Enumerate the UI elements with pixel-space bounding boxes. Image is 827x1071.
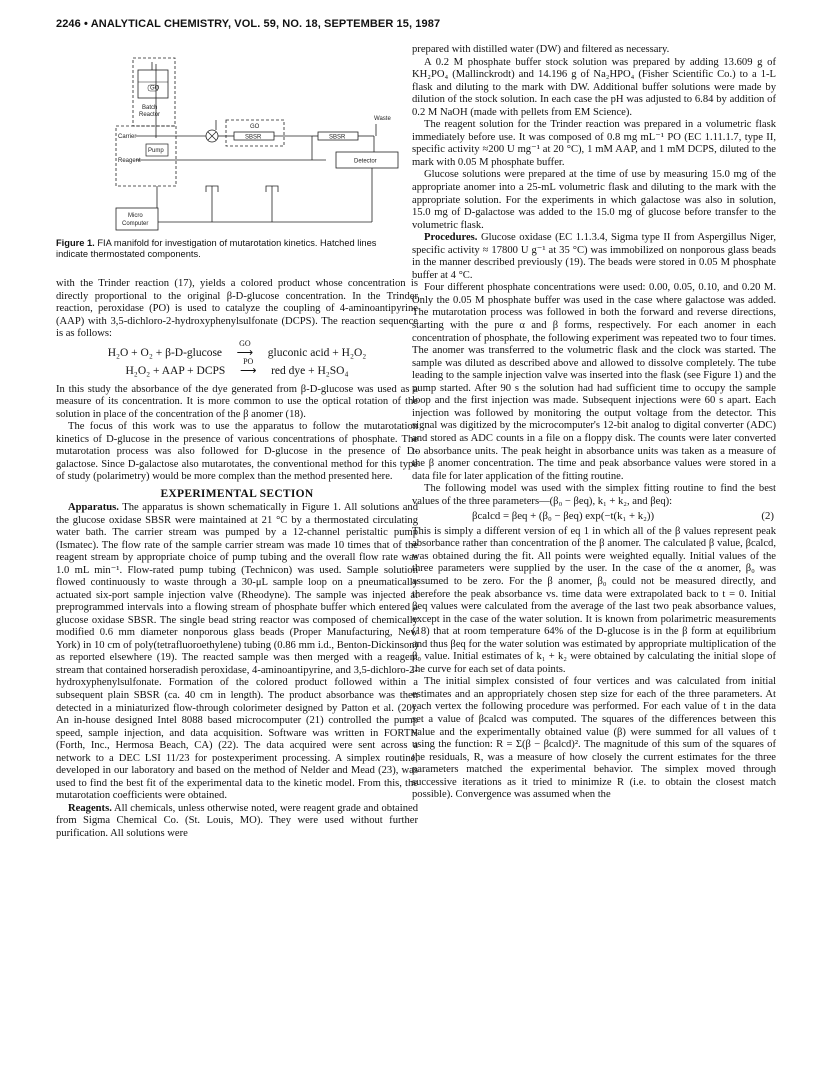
eq2-products: red dye + H₂SO₄ [271,365,349,378]
pump-label: Pump [148,148,164,154]
reagents-runin: Reagents. [68,802,112,814]
right-para-4: Glucose solutions were prepared at the time of use by measuring 15.0 mg of the appropriate anomer into a 25-mL volumetric flask and diluting to the mark with the appropriate solution. For the experiments in which galactose was also in solution, 15.0 mg of D-galactose was added to the 15.0 mg of glucose before transfer to the volumetric flask. [412,169,776,231]
computer-label: Computer [122,221,149,227]
reactor-label: Reactor [139,112,161,118]
apparatus-text: The apparatus is shown schematically in Figure 1. All solutions and the glucose oxidase SBSR were maintained at 21 °C by a thermostated circulating water bath. The carrier stream was pumped by a 12-channel peristaltic pump (Ismatec). The flow rate of the sample carrier stream was made 10 times that of the reagent stream by appropriate choice of pump tubing and the overall flow rate was 1.0 mL min⁻¹. Flow-rated pump tubing (Technicon) was used. Sample solution flowed continuously to waste through a 30-μL sample loop on a pneumatically actuated six-port sample injection valve (Rheodyne). The sample was injected at preprogrammed intervals into a flowing stream of phosphate buffer which entered a glucose oxidase SBSR. The single bead string reactor was composed of chemically modified 0.6 mm diameter nonporous glass beads (Proper Manufacturing, New York) in 10 cm of poly(tetrafluoroethylene) tubing (0.86 mm i.d., Benton-Dickinson) as reported elsewhere (19). The reacted sample was then merged with a reagent stream that contained horseradish peroxidase, 4-aminoantipyrine, and 3,5-dichloro-2-hydroxyphenylsulfonate. Formation of the colored product followed within a subsequent plain SBSR (ca. 40 cm in length). The product absorbance was then detected in a miniaturized flow-through colorimeter designed by Patton et al. (20). An in-house designed Intel 8088 based microcomputer (21) controlled the pump speed, sample injection, and data acquisition. Software was written in FORTH (Forth, Inc., Hermosa Beach, CA) (22). The data acquired were sent across a network to a DEC LSI 11/23 for postexperiment processing. A simplex routine, developed in our laboratory and based on the method of Nelder and Mead (23), was used to find the best fit of the experimental data to the kinetic model. From this, the mutarotation coefficients were obtained. [56,502,418,802]
right-para-6: Four different phosphate concentrations were used: 0.00, 0.05, 0.10, and 0.20 M. Only the 0.05 M phosphate buffer was used in the case where galactose was added. The mutarotation process was followed in both the forward and reverse directions, starting with the pure α and β forms, respectively. For each anomer in each concentration of phosphate, the following experiment was repeated two to four times. The anomer was transferred to the volumetric flask and the clock was started. The sample was diluted as described above and allowed to dissolve completely. The tube leading to the sample injection valve was inserted into the flask (see Figure 1) and the pump started. After 90 s the solution had had sufficient time to occupy the sample loop and the first injection was made. Subsequent injections were 60 s apart. Each injection was followed by monitoring the output voltage from the detector. This signal was digitized by the microcomputer's 12-bit analog to digital converter (ADC) and stored as ADC counts in a file on a floppy disk. The counts were later converted to absorbance units. The peak height in absorbance units was taken as a measure of the β anomer concentration. The time and peak absorbance values were stored in a data file for later application of the fitting routine. [412,282,776,482]
eq2-catalyst: PO [243,357,254,367]
right-para-8: This is simply a different version of eq 1 in which all of the β values represent peak absorbance rather than concentration of the β anomer. The calculated β value, βcalcd, was obtained during the fit. All points were weighted equally. Initial values of the three parameters were supplied by the user. In the case of the α anomer, β₀ was assumed to be zero. For the β anomer, β₀ could not be measured directly, and therefore the peak absorbance vs. time data were extrapolated back to t = 0. Initial βeq values were calculated from the average of the last two peak absorbance values, except in the case of the water solution. It is known from polarimetric measurements (18) that at room temperature 64% of the D-glucose is in the β form at equilibrium and thus βeq for the water solution was estimated by appropriate multiplication of the β₀ value. Initial estimates of k₁ + k₂ were obtained by calculating the initial slope of the curve for each set of data points. [412,525,776,675]
sbsr-1-label: SBSR [245,134,262,141]
left-para-2: In this study the absorbance of the dye generated from β-D-glucose was used as a measure of its concentration. It is more common to use the optical rotation of the solution in place of the concentration of the β anomer (18). [56,383,418,420]
apparatus-runin: Apparatus. [68,502,119,514]
reaction-equation-2 [56,357,418,378]
equation-2 [412,510,776,523]
svg-text:GO: GO [150,85,160,92]
waste-label: Waste [374,116,391,122]
eq1-products: gluconic acid + H₂O₂ [267,346,367,359]
left-para-5 [56,803,418,841]
carrier-label: Carrier [118,134,137,140]
procedures-text: Glucose oxidase (EC 1.1.3.4, Sigma type II from Aspergillus Niger, specific activity ≈ 17800 U g⁻¹ at 35 °C) was immobilized on nonporous glass beads in the manner described previously (19). The beads were stored in 0.05 M phosphate buffer at 4 °C. [412,232,776,281]
equation-2-body: βcalcd = βeq + (β₀ − βeq) exp(−t(k₁ + k₂)) [472,510,655,523]
reagent-label: Reagent [118,158,141,164]
right-para-1: prepared with distilled water (DW) and filtered as necessary. [412,44,670,55]
left-para-1: with the Trinder reaction (17), yields a colored product whose concentration is directly proportional to the original β-D-glucose concentration. In the Trinder reaction, peroxidase (PO) is used to catalyze the coupling of 4-aminoantipyrine (AAP) with 3,5-dichloro-2-hydroxyphenylsulfonate (DCPS). The reaction sequence is as follows: [56,278,418,340]
section-heading: EXPERIMENTAL SECTION [160,487,314,500]
eq1-catalyst: GO [239,338,251,348]
eq2-arrow: PO ⟶ [231,365,265,378]
right-para-5 [412,232,776,282]
micro-label: Micro [128,213,143,219]
caption-text: FIA manifold for investigation of mutarotation kinetics. Hatched lines indicate thermostated components. [56,238,377,259]
right-para-9: The initial simplex consisted of four vertices and was calculated from initial estimates and an appropriately chosen step size for each of the three parameters. At each vertex the following procedure was performed. For each value of t in the data set a value of βcalcd was computed. The squares of the differences between this value and the experimentally obtained value (β) were summed for all values of t using the function: R = Σ(β − βcalcd)². The magnitude of this sum of the squares of the residuals, R, was a measure of how closely the current estimates for the three parameters matched the experimental behavior. The simplex moved through successive iterations as it tried to minimize R (i.e. to obtain the closest match possible). Convergence was assumed when the [412,676,776,801]
figure-1-schematic [56,52,408,252]
figure-caption [56,238,406,260]
batch-label: Batch [142,105,158,111]
reagents-text: All chemicals, unless otherwise noted, were reagent grade and obtained from Sigma Chemical Co. (St. Louis, MO). They were used without further purification. All solutions were [56,802,418,839]
eq1-arrow: GO ⟶ [228,347,262,360]
eq1-reactants: H₂O + O₂ + β-D-glucose [107,346,223,359]
left-para-4 [56,502,418,802]
eq2-reactants: H₂O₂ + AAP + DCPS [125,365,226,378]
right-para-7: The following model was used with the simplex fitting routine to find the best values of the three parameters—(β₀ − βeq), k₁ + k₂, and βeq): [412,483,776,507]
detector-label: Detector [354,158,377,165]
right-para-3: The reagent solution for the Trinder reaction was prepared in a volumetric flask immediately before use. It was composed of 0.8 mg mL⁻¹ PO (EC 1.11.1.7, type II, specific activity ≈200 U mg⁻¹ at 20 °C), 1 mM AAP, and 1 mM DCPS, diluted to the mark with 0.05 M phosphate buffer. [412,119,776,168]
caption-label: Figure 1. [56,238,95,248]
procedures-runin: Procedures. [424,232,478,244]
right-column [412,44,776,802]
left-para-3: The focus of this work was to use the apparatus to follow the mutarotation kinetics of D-glucose in the presence of various concentrations of phosphate. The mutarotation process was also followed for D-glucose in the presence of D-galactose. Since D-galactose also mutarotates, the conventional method for this type of study (polarimetry) would be more complex than the method presented here. [56,421,418,483]
sbsr-2-label: SBSR [329,134,346,141]
equation-2-number: (2) [761,510,774,523]
right-para-2: A 0.2 M phosphate buffer stock solution was prepared by adding 13.609 g of KH₂PO₄ (Mallinckrodt) and 14.196 g of Na₂HPO₄ (Fisher Scientific Co.) to a 1-L flask and diluting to the mark with DW. Additional buffer solutions were made by dilution of the stock solution. In each case the pH was adjusted to 6.84 by addition of 0.2 M NaOH (made with pellets from EM Science). [412,56,776,118]
running-header: 2246 • ANALYTICAL CHEMISTRY, VOL. 59, NO. 18, SEPTEMBER 15, 1987 [56,18,441,30]
go-box-label: GO [250,124,260,130]
beaker-icon [138,70,168,98]
left-column [56,278,418,840]
